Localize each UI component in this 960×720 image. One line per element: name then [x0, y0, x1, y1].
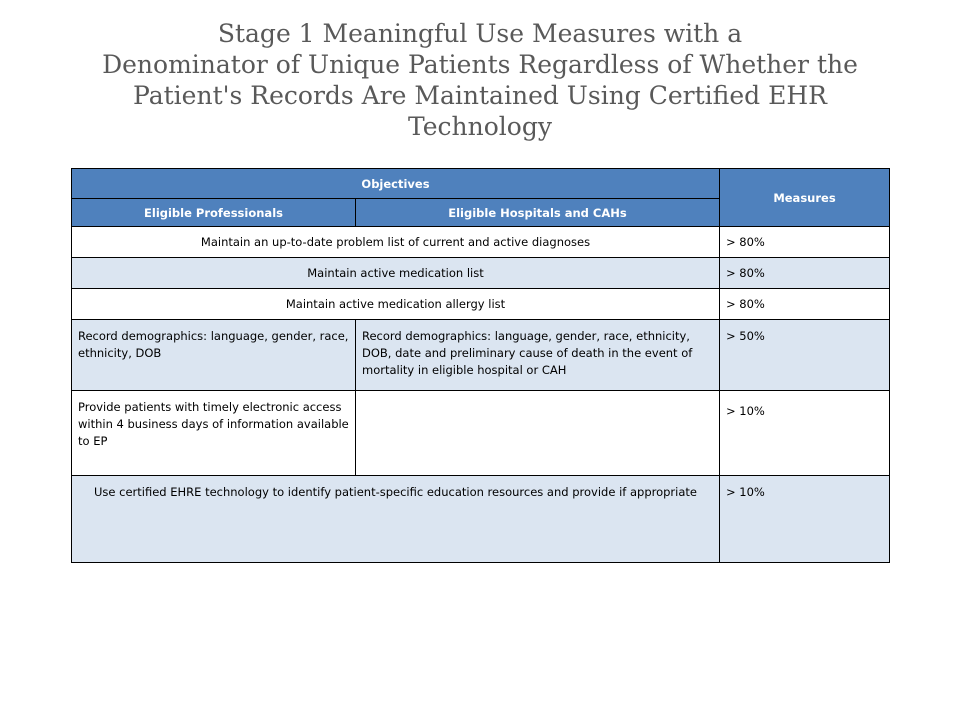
header-objectives: Objectives: [72, 169, 720, 199]
objective-cell: Maintain active medication list: [72, 258, 720, 289]
header-eligible-professionals: Eligible Professionals: [72, 199, 356, 227]
measures-table: [71, 168, 890, 563]
table-row: [72, 227, 890, 258]
measure-cell: > 80%: [720, 258, 890, 289]
ep-objective-cell: Provide patients with timely electronic access within 4 business days of information available to EP: [72, 391, 356, 476]
measure-cell: > 10%: [720, 476, 890, 563]
objective-cell: Maintain active medication allergy list: [72, 289, 720, 320]
header-eligible-hospitals: Eligible Hospitals and CAHs: [356, 199, 720, 227]
objective-cell: Maintain an up-to-date problem list of current and active diagnoses: [72, 227, 720, 258]
slide-title-line: Technology: [408, 112, 552, 141]
measure-cell: > 80%: [720, 289, 890, 320]
slide-title-line: Stage 1 Meaningful Use Measures with a: [217, 19, 743, 48]
header-measures: Measures: [720, 169, 890, 227]
ep-objective-cell: Record demographics: language, gender, race, ethnicity, DOB: [72, 320, 356, 391]
slide-title: [60, 18, 900, 142]
table-row: [72, 476, 890, 563]
table-row: [72, 258, 890, 289]
slide-title-line: Denominator of Unique Patients Regardless of Whether the: [102, 50, 858, 79]
slide-title-line: Patient's Records Are Maintained Using Certified EHR: [133, 81, 827, 110]
table-header-row: [72, 169, 890, 199]
eh-objective-cell: Record demographics: language, gender, race, ethnicity, DOB, date and preliminary cause of death in the event of mortality in eligible hospital or CAH: [356, 320, 720, 391]
measure-cell: > 50%: [720, 320, 890, 391]
measure-cell: > 10%: [720, 391, 890, 476]
table-row: [72, 289, 890, 320]
objective-cell: Use certified EHRE technology to identify patient-specific education resources and provide if appropriate: [72, 476, 720, 563]
table-row: [72, 320, 890, 391]
table-row: [72, 391, 890, 476]
measure-cell: > 80%: [720, 227, 890, 258]
eh-objective-cell: [356, 391, 720, 476]
